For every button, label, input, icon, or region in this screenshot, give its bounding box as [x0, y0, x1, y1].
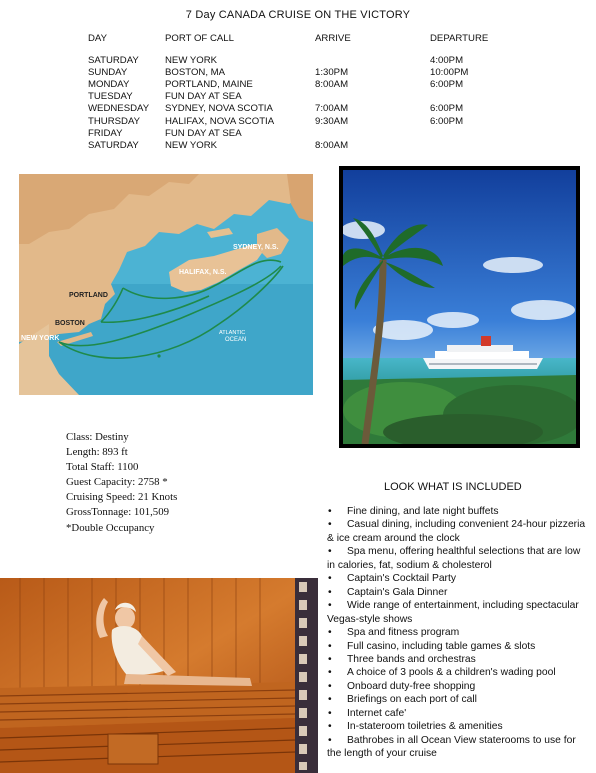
included-item [327, 545, 589, 572]
included-item-text: Full casino, including table games & slots [347, 640, 536, 652]
itinerary-day-cell: MONDAY [88, 79, 130, 91]
itinerary-arr-cell: 7:00AM [315, 103, 349, 115]
itinerary-day-cell: WEDNESDAY [88, 103, 150, 115]
itinerary-arr-cell: 8:00AM [315, 79, 349, 91]
itinerary-day-cell: SUNDAY [88, 67, 128, 79]
included-item [327, 666, 589, 679]
included-item-text: Three bands and orchestras [347, 653, 476, 665]
included-item [327, 626, 589, 639]
included-item [327, 680, 589, 693]
beach-ship-photo [339, 166, 580, 448]
bullet-icon: • [328, 694, 332, 706]
included-item [327, 572, 589, 585]
bullet-icon: • [328, 519, 332, 531]
itinerary-port-cell: PORTLAND, MAINE [165, 79, 253, 91]
included-item-text: Spa and fitness program [347, 627, 460, 639]
itinerary-arr-cell: 9:30AM [315, 115, 349, 127]
included-item-text: In-stateroom toiletries & amenities [347, 721, 503, 733]
itinerary-day-cell: TUESDAY [88, 91, 133, 103]
ship-specs [66, 430, 177, 536]
included-item [327, 720, 589, 733]
bullet-icon: • [328, 600, 332, 612]
itinerary-port-cell: BOSTON, MA [165, 67, 226, 79]
included-item-text: Spa menu, offering healthful selections that are low in calories, fat, sodium & cholesterol [327, 546, 581, 571]
itinerary-dep-cell: 6:00PM [430, 115, 464, 127]
bullet-icon: • [328, 667, 332, 679]
map-label-ocean-2: OCEAN [225, 337, 247, 343]
included-item [327, 505, 589, 518]
itinerary-dep-cell: 6:00PM [430, 103, 464, 115]
included-item [327, 599, 589, 626]
spec-line: GrossTonnage: 101,509 [66, 506, 170, 519]
sauna-photo [0, 578, 318, 773]
itinerary-day-cell: FRIDAY [88, 127, 123, 139]
itinerary-day-cell: THURSDAY [88, 115, 141, 127]
bullet-icon: • [328, 627, 332, 639]
itinerary-port-cell: HALIFAX, NOVA SCOTIA [165, 115, 275, 127]
spec-line: *Double Occupancy [66, 521, 155, 534]
bullet-icon: • [328, 653, 332, 665]
spec-line: Cruising Speed: 21 Knots [66, 491, 178, 504]
bullet-icon: • [328, 546, 332, 558]
included-item [327, 693, 589, 706]
itinerary-dep-cell: 6:00PM [430, 79, 464, 91]
map-label-sydney: SYDNEY, N.S. [233, 244, 279, 251]
bullet-icon: • [328, 586, 332, 598]
bullet-icon: • [328, 734, 332, 746]
included-item [327, 734, 589, 761]
header-departure: DEPARTURE [430, 33, 489, 44]
header-day: DAY [88, 33, 108, 44]
included-title: LOOK WHAT IS INCLUDED [384, 481, 522, 493]
itinerary-dep-cell: 4:00PM [430, 55, 464, 66]
map-label-halifax: HALIFAX, N.S. [179, 269, 227, 276]
included-item-text: Onboard duty-free shopping [347, 680, 476, 692]
itinerary-port-cell: FUN DAY AT SEA [165, 91, 242, 103]
route-map [19, 174, 313, 395]
included-item [327, 518, 589, 545]
spec-line: Guest Capacity: 2758 * [66, 476, 168, 489]
included-item-text: Wide range of entertainment, including spectacular Vegas-style shows [327, 600, 579, 625]
itinerary-arr-cell: 1:30PM [315, 67, 349, 79]
map-label-portland: PORTLAND [69, 292, 108, 299]
itinerary-port-cell: SYDNEY, NOVA SCOTIA [165, 103, 273, 115]
included-item-text: A choice of 3 pools & a children's wading pool [347, 667, 556, 679]
itinerary-dep-cell: 10:00PM [430, 67, 469, 79]
included-item-text: Internet cafe' [347, 707, 407, 719]
included-item [327, 640, 589, 653]
itinerary-day-cell: SATURDAY [88, 55, 139, 66]
included-item [327, 586, 589, 599]
bullet-icon: • [328, 707, 332, 719]
itinerary-arr-cell: 8:00AM [315, 139, 349, 151]
header-port: PORT OF CALL [165, 33, 234, 44]
spec-line: Total Staff: 1100 [66, 461, 139, 474]
included-list [327, 505, 589, 761]
spec-line: Class: Destiny [66, 431, 129, 443]
bullet-icon: • [328, 721, 332, 733]
map-label-boston: BOSTON [55, 320, 85, 327]
included-item-text: Casual dining, including convenient 24-hour pizzeria & ice cream around the clock [327, 519, 586, 544]
bullet-icon: • [328, 680, 332, 692]
included-item [327, 707, 589, 720]
itinerary-port-cell: FUN DAY AT SEA [165, 127, 242, 139]
itinerary-port-cell: NEW YORK [165, 139, 218, 151]
bullet-icon: • [328, 506, 332, 517]
bullet-icon: • [328, 573, 332, 585]
document-title: 7 Day CANADA CRUISE ON THE VICTORY [185, 9, 411, 21]
spec-line: Length: 893 ft [66, 446, 128, 459]
included-item-text: Bathrobes in all Ocean View staterooms to use for the length of your cruise [327, 734, 576, 760]
bullet-icon: • [328, 640, 332, 652]
included-item-text: Fine dining, and late night buffets [347, 506, 499, 517]
header-arrive: ARRIVE [315, 33, 351, 44]
included-item-text: Briefings on each port of call [347, 694, 477, 706]
itinerary-port-cell: NEW YORK [165, 55, 218, 66]
itinerary-day-cell: SATURDAY [88, 139, 139, 151]
map-label-newyork: NEW YORK [21, 335, 60, 342]
included-item [327, 653, 589, 666]
map-label-ocean-1: ATLANTIC [219, 330, 246, 336]
included-item-text: Captain's Cocktail Party [347, 573, 456, 585]
included-item-text: Captain's Gala Dinner [347, 586, 448, 598]
